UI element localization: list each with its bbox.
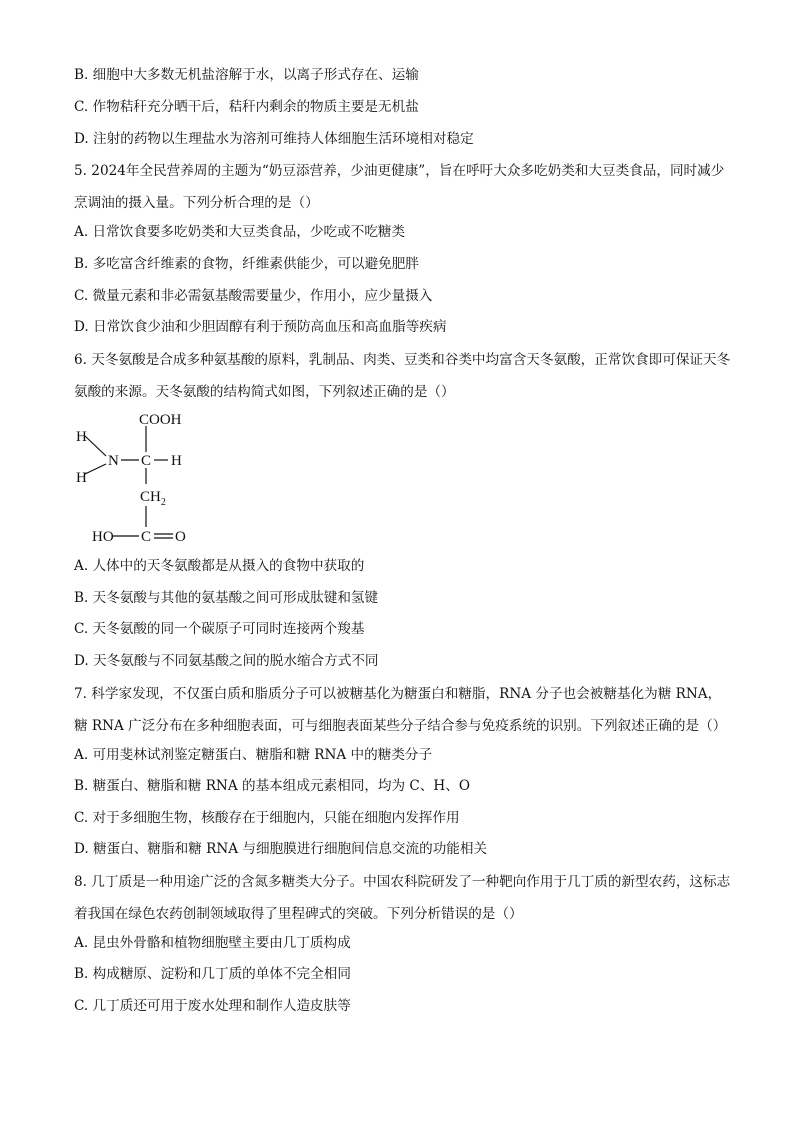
cooh-label: COOH [139, 412, 182, 428]
q6-stem-text: 6. 天冬氨酸是合成多种氨基酸的原料，乳制品、肉类、豆类和谷类中均富含天冬氨酸，正常饮食即可保证天冬氨酸的来源。天冬氨酸的结构简式如图，下列叙述正确的是（） [74, 352, 731, 400]
q8-option-b: B. 构成糖原、淀粉和几丁质的单体不完全相同 [74, 966, 351, 982]
q5-stem [74, 155, 734, 219]
q8-stem-text: 8. 几丁质是一种用途广泛的含氮多糖类大分子。中国农科院研发了一种靶向作用于几丁质的新型农药，这标志着我国在绿色农药创制领域取得了里程碑式的突破。下列分析错误的是（） [74, 874, 731, 922]
q6-option-c: C. 天冬氨酸的同一个碳原子可同时连接两个羧基 [74, 621, 365, 637]
ch2-label [140, 489, 166, 508]
q7-option-d: D. 糖蛋白、糖脂和糖 RNA 与细胞膜进行细胞间信息交流的功能相关 [74, 841, 488, 857]
q8-option-c: C. 几丁质还可用于废水处理和制作人造皮肤等 [74, 998, 351, 1014]
c-center-label: C [141, 453, 152, 469]
q5-option-c: C. 微量元素和非必需氨基酸需要量少，作用小，应少量摄入 [74, 288, 433, 304]
q6-option-a: A. 人体中的天冬氨酸都是从摄入的食物中获取的 [74, 558, 365, 574]
q5-option-d: D. 日常饮食少油和少胆固醇有利于预防高血压和高血脂等疾病 [74, 319, 447, 335]
h-top-label: H [76, 429, 87, 445]
c-lower-label: C [141, 529, 152, 545]
h-bottom-label: H [76, 470, 87, 486]
q5-stem-text: 5. 2024年全民营养周的主题为“奶豆添营养，少油更健康”，旨在呼吁大众多吃奶类和大豆类食品，同时减少烹调油的摄入量。下列分析合理的是（） [74, 163, 725, 211]
q7-option-b: B. 糖蛋白、糖脂和糖 RNA 的基本组成元素相同，均为 C、H、O [74, 778, 471, 794]
q5-option-a: A. 日常饮食要多吃奶类和大豆类食品，少吃或不吃糖类 [74, 224, 406, 240]
aspartic-acid-structure-diagram [70, 406, 210, 548]
h-right-label: H [171, 453, 182, 469]
q7-option-c: C. 对于多细胞生物，核酸存在于细胞内，只能在细胞内发挥作用 [74, 810, 460, 826]
q7-stem [74, 678, 734, 742]
q7-option-a: A. 可用斐林试剂鉴定糖蛋白、糖脂和糖 RNA 中的糖类分子 [74, 747, 433, 763]
n-label: N [108, 453, 119, 469]
q4-option-d: D. 注射的药物以生理盐水为溶剂可维持人体细胞生活环境相对稳定 [74, 131, 474, 147]
o-label: O [175, 529, 186, 545]
ch2-subscript: 2 [160, 497, 166, 508]
q5-option-b: B. 多吃富含纤维素的食物，纤维素供能少，可以避免肥胖 [74, 256, 419, 272]
q8-stem [74, 866, 734, 930]
ho-label: HO [92, 529, 114, 545]
q6-stem [74, 344, 734, 408]
q4-option-b: B. 细胞中大多数无机盐溶解于水，以离子形式存在、运输 [74, 67, 419, 83]
q6-option-d: D. 天冬氨酸与不同氨基酸之间的脱水缩合方式不同 [74, 653, 379, 669]
q6-option-b: B. 天冬氨酸与其他的氨基酸之间可形成肽键和氢键 [74, 590, 379, 606]
q7-stem-text: 7. 科学家发现，不仅蛋白质和脂质分子可以被糖基化为糖蛋白和糖脂，RNA 分子也会被糖基化为糖 RNA，糖 RNA 广泛分布在多种细胞表面，可与细胞表面某些分子结合参与免疫系统的识别。下列叙述正确的是（） [74, 686, 727, 734]
ch-text: CH [140, 489, 161, 505]
q8-option-a: A. 昆虫外骨骼和植物细胞壁主要由几丁质构成 [74, 935, 351, 951]
q4-option-c: C. 作物秸秆充分晒干后，秸秆内剩余的物质主要是无机盐 [74, 99, 419, 115]
